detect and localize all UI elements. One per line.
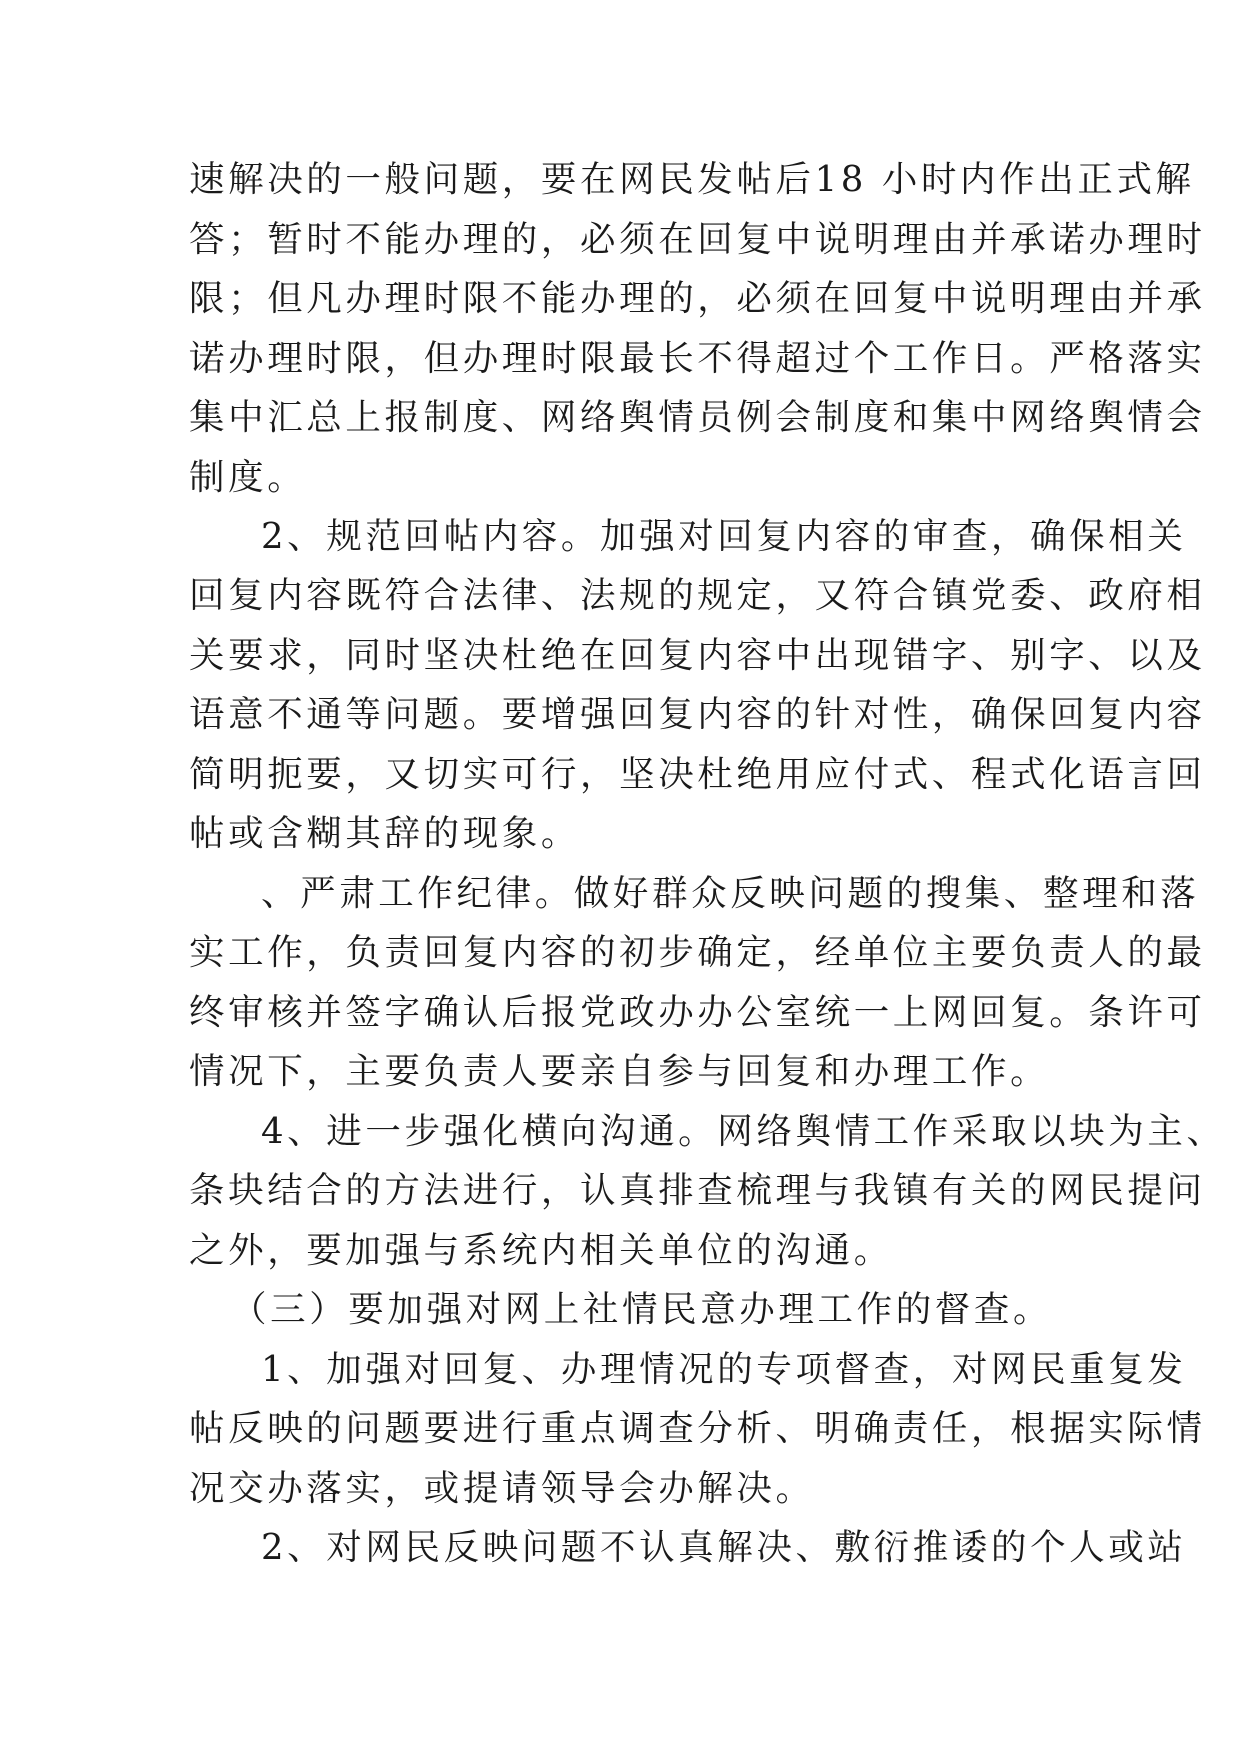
line-text: 诺办理时限，但办理时限最长不得超过个工作日。严格落实 [189, 338, 1206, 379]
line-text: 、严肃工作纪律。做好群众反映问题的搜集、整理和落 [261, 873, 1200, 914]
line-text: 简明扼要，又切实可行，坚决杜绝用应付式、程式化语言回 [189, 754, 1206, 795]
text-line [0, 1459, 1241, 1519]
line-text: 况交办落实，或提请领导会办解决。 [189, 1468, 815, 1509]
section-heading: （三）要加强对网上社情民意办理工作的督查。 [231, 1289, 1053, 1330]
line-text: 回复内容既符合法律、法规的规定，又符合镇党委、政府相 [189, 575, 1206, 616]
text-line [0, 150, 1241, 210]
text-line [0, 566, 1241, 626]
line-text: 速解决的一般问题，要在网民发帖后18 小时内作出正式解 [189, 159, 1195, 200]
paragraph-start-line [0, 1340, 1241, 1400]
line-text: 答；暂时不能办理的，必须在回复中说明理由并承诺办理时 [189, 219, 1206, 260]
text-line [0, 923, 1241, 983]
text-line [0, 1042, 1241, 1102]
line-text: 限；但凡办理时限不能办理的，必须在回复中说明理由并承 [189, 278, 1206, 319]
line-text: 情况下，主要负责人要亲自参与回复和办理工作。 [189, 1051, 1050, 1092]
line-text: 2、对网民反映问题不认真解决、敷衍推诿的个人或站 [261, 1527, 1187, 1568]
paragraph-start-line [0, 507, 1241, 567]
text-line [0, 388, 1241, 448]
paragraph-start-line [0, 1518, 1241, 1578]
text-line [0, 983, 1241, 1043]
line-text: 之外，要加强与系统内相关单位的沟通。 [189, 1230, 893, 1271]
text-line [0, 329, 1241, 389]
line-text: 实工作，负责回复内容的初步确定，经单位主要负责人的最 [189, 932, 1206, 973]
text-line [0, 626, 1241, 686]
line-text: 终审核并签字确认后报党政办办公室统一上网回复。条许可 [189, 992, 1206, 1033]
text-line [0, 1161, 1241, 1221]
line-text: 4、进一步强化横向沟通。网络舆情工作采取以块为主、 [261, 1111, 1226, 1152]
line-text: 集中汇总上报制度、网络舆情员例会制度和集中网络舆情会 [189, 397, 1206, 438]
line-text: 帖反映的问题要进行重点调查分析、明确责任，根据实际情 [189, 1408, 1206, 1449]
line-text: 语意不通等问题。要增强回复内容的针对性，确保回复内容 [189, 694, 1206, 735]
text-line [0, 685, 1241, 745]
line-text: 制度。 [189, 457, 307, 498]
text-line [0, 1399, 1241, 1459]
text-line [0, 448, 1241, 508]
line-text: 关要求，同时坚决杜绝在回复内容中出现错字、别字、以及 [189, 635, 1206, 676]
line-text: 1、加强对回复、办理情况的专项督查，对网民重复发 [261, 1349, 1187, 1390]
line-text: 2、规范回帖内容。加强对回复内容的审查，确保相关 [261, 516, 1187, 557]
text-line [0, 745, 1241, 805]
line-text: 帖或含糊其辞的现象。 [189, 813, 581, 854]
line-text: 条块结合的方法进行，认真排查梳理与我镇有关的网民提问 [189, 1170, 1206, 1211]
text-line [0, 804, 1241, 864]
paragraph-start-line [0, 1102, 1241, 1162]
text-line [0, 269, 1241, 329]
text-line [0, 1221, 1241, 1281]
section-heading-line [0, 1280, 1241, 1340]
paragraph-start-line [0, 864, 1241, 924]
text-line [0, 210, 1241, 270]
